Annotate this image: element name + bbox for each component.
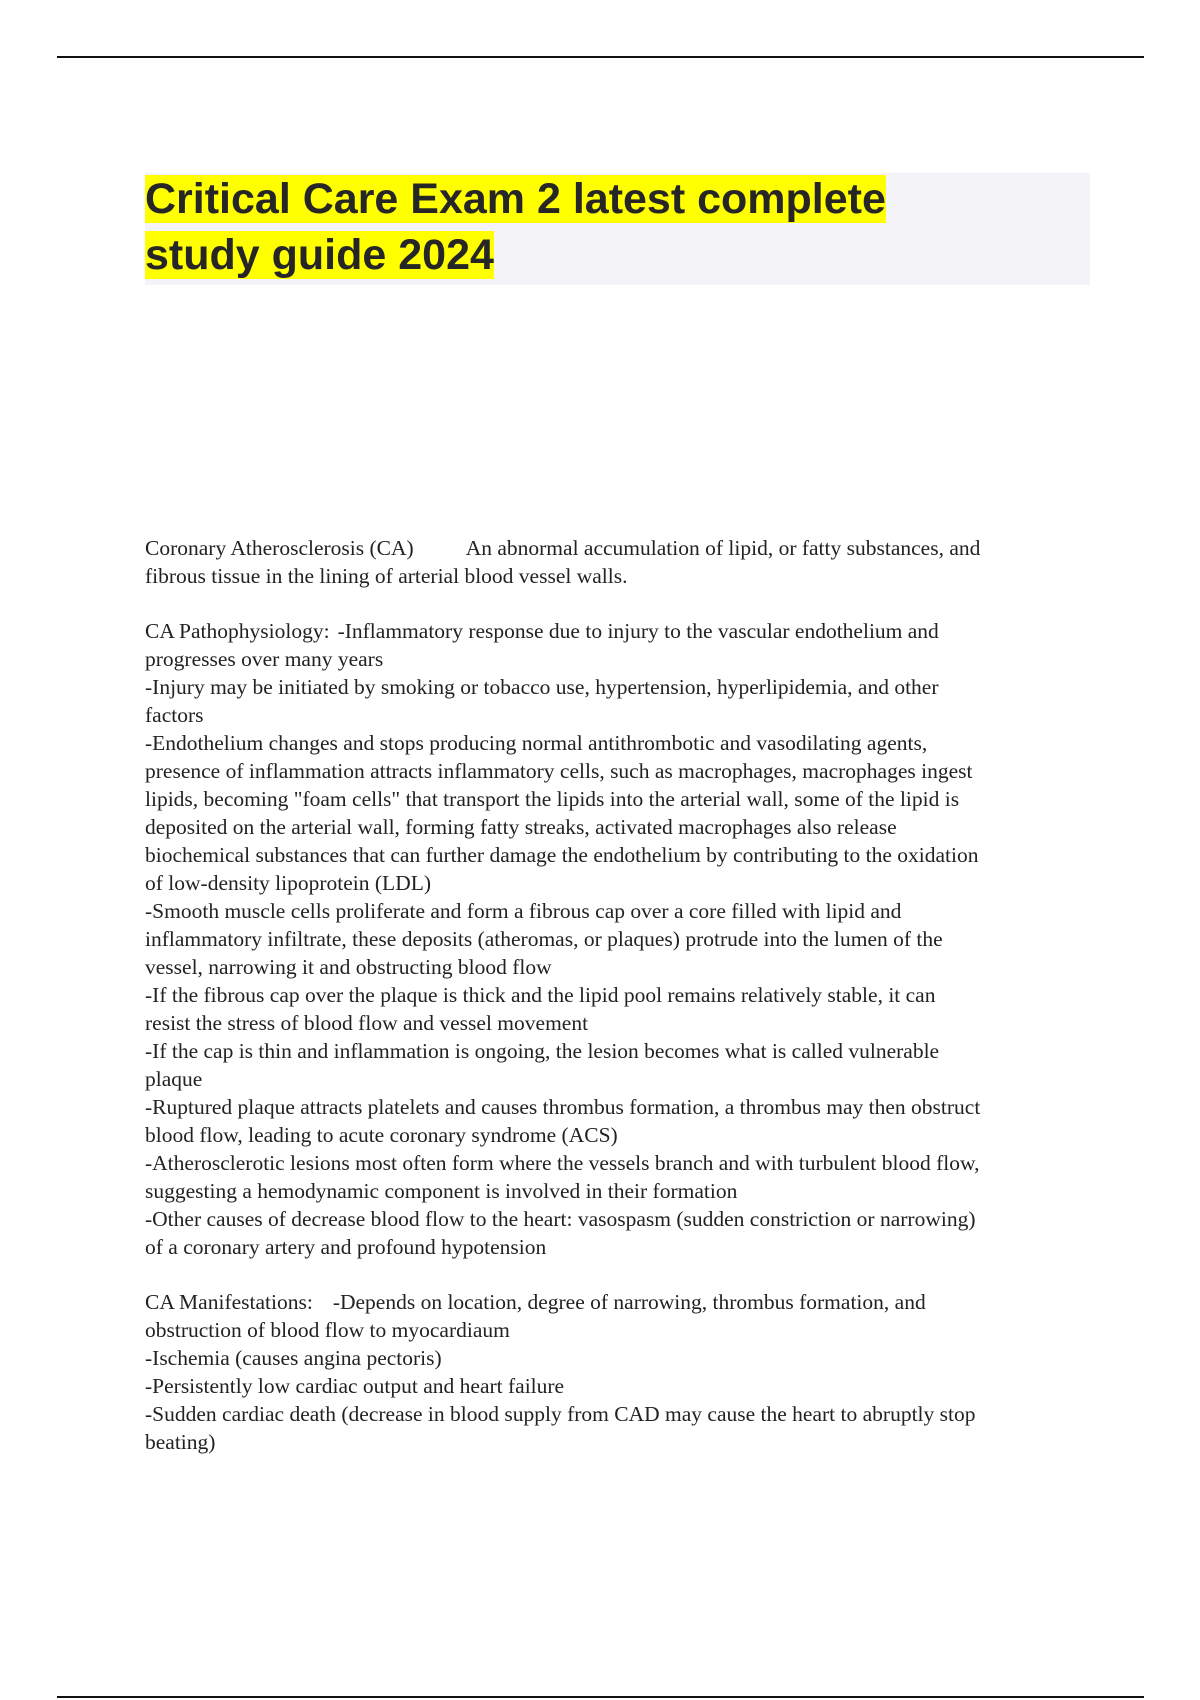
top-rule [57, 56, 1144, 58]
entry-term: CA Pathophysiology: [145, 619, 330, 643]
entry-definition-line: obstruction of blood flow to myocardiaum [145, 1318, 510, 1342]
entry-definition-line: -Other causes of decrease blood flow to the heart: vasospasm (sudden constriction or narrowing) [145, 1207, 976, 1231]
entry-first-line [145, 1288, 1090, 1316]
entry-definition-line: An abnormal accumulation of lipid, or fatty substances, and [465, 536, 981, 560]
entry-definition-line: -Ruptured plaque attracts platelets and causes thrombus formation, a thrombus may then obstruct [145, 1095, 981, 1119]
entry-definition-line: -Sudden cardiac death (decrease in blood supply from CAD may cause the heart to abruptly stop [145, 1402, 976, 1426]
entry-definition-line: resist the stress of blood flow and vessel movement [145, 1011, 589, 1035]
entry-first-line [145, 534, 1090, 562]
entry-definition-line: suggesting a hemodynamic component is involved in their formation [145, 1179, 738, 1203]
entry-definition-line: deposited on the arterial wall, forming fatty streaks, activated macrophages also release [145, 815, 897, 839]
document-title [145, 171, 1090, 283]
entry-definition-line: -Atherosclerotic lesions most often form where the vessels branch and with turbulent blood flow, [145, 1151, 980, 1175]
entry-term: Coronary Atherosclerosis (CA) [145, 536, 414, 560]
entry-definition-line: -Endothelium changes and stops producing normal antithrombotic and vasodilating agents, [145, 731, 928, 755]
entry-definition-line: -Persistently low cardiac output and heart failure [145, 1374, 565, 1398]
flashcard-entry [145, 617, 1090, 1261]
bottom-rule [57, 1696, 1144, 1698]
document-title-line-2: study guide 2024 [145, 231, 494, 279]
entry-definition-line: -If the cap is thin and inflammation is ongoing, the lesion becomes what is called vulnerable [145, 1039, 940, 1063]
entry-definition-line: lipids, becoming "foam cells" that transport the lipids into the arterial wall, some of the lipid is [145, 787, 960, 811]
study-guide-content [145, 534, 1090, 1483]
entry-definition-line: -If the fibrous cap over the plaque is thick and the lipid pool remains relatively stable, it can [145, 983, 936, 1007]
entry-definition-line: plaque [145, 1067, 203, 1091]
entry-definition-line: inflammatory infiltrate, these deposits (atheromas, or plaques) protrude into the lumen of the [145, 927, 943, 951]
entry-definition-line: -Injury may be initiated by smoking or tobacco use, hypertension, hyperlipidemia, and other [145, 675, 939, 699]
entry-definition-line: presence of inflammation attracts inflammatory cells, such as macrophages, macrophages ingest [145, 759, 973, 783]
entry-definition-line: beating) [145, 1430, 216, 1454]
flashcard-entry [145, 1288, 1090, 1456]
entry-definition-line: factors [145, 703, 204, 727]
entry-definition-line: -Inflammatory response due to injury to the vascular endothelium and [337, 619, 939, 643]
entry-definition-line: -Smooth muscle cells proliferate and form a fibrous cap over a core filled with lipid and [145, 899, 902, 923]
entry-definition-line: blood flow, leading to acute coronary syndrome (ACS) [145, 1123, 618, 1147]
entry-definition-line: fibrous tissue in the lining of arterial blood vessel walls. [145, 564, 628, 588]
document-title-line-1: Critical Care Exam 2 latest complete [145, 175, 886, 223]
entry-definition-line: -Depends on location, degree of narrowing, thrombus formation, and [332, 1290, 926, 1314]
entry-definition-line: progresses over many years [145, 647, 384, 671]
flashcard-entry [145, 534, 1090, 590]
entry-definition-line: -Ischemia (causes angina pectoris) [145, 1346, 442, 1370]
entry-definition-line: of low-density lipoprotein (LDL) [145, 871, 432, 895]
entry-definition-line: of a coronary artery and profound hypotension [145, 1235, 547, 1259]
entry-definition-line: biochemical substances that can further damage the endothelium by contributing to the oxidation [145, 843, 979, 867]
entry-definition-line: vessel, narrowing it and obstructing blood flow [145, 955, 552, 979]
entry-term: CA Manifestations: [145, 1290, 313, 1314]
entry-first-line [145, 617, 1090, 645]
